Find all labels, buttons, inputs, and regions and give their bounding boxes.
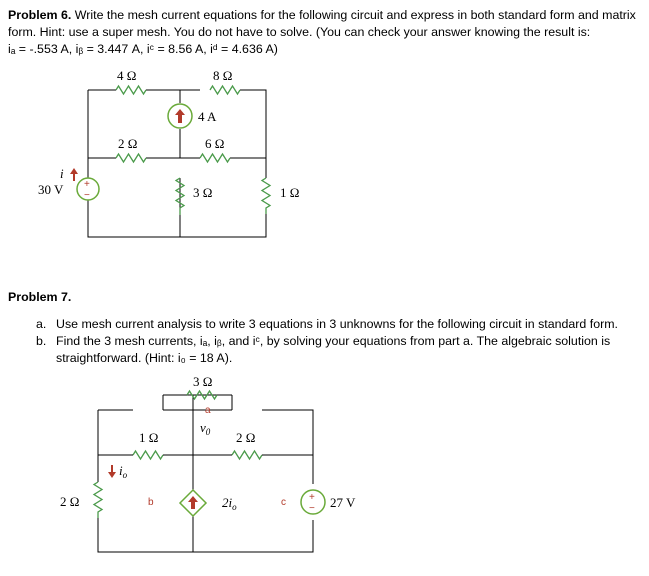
resistor-1ohm xyxy=(133,451,163,459)
label-1ohm: 1 Ω xyxy=(139,430,159,445)
problem7-item-b: b. Find the 3 mesh currents, iₐ, iᵦ, and iᶜ, by solving your equations from part a. The algebraic solution is straightforward. (Hint: i₀ = 18 A). xyxy=(36,334,611,365)
problem6-line3: iₐ = -.553 A, iᵦ = 3.447 A, iᶜ = 8.56 A, iᵈ = 4.636 A) xyxy=(8,42,278,56)
label-mesh-c: c xyxy=(281,497,286,508)
label-3ohm: 3 Ω xyxy=(193,374,213,389)
label-mesh-b: b xyxy=(148,497,154,508)
label-30V: 30 V xyxy=(38,182,64,197)
label-dep-source: $2i_o$ xyxy=(222,495,237,512)
label-i0: $i_o$ xyxy=(119,463,128,480)
label-4ohm: 4 Ω xyxy=(117,68,137,83)
label-1ohm: 1 Ω xyxy=(280,185,300,200)
problem7-heading: Problem 7. xyxy=(8,290,72,304)
problem7-item-a: a. Use mesh current analysis to write 3 equations in 3 unknowns for the following circuit in standard form. xyxy=(36,317,618,331)
svg-text:+: + xyxy=(84,179,90,190)
label-6ohm: 6 Ω xyxy=(205,136,225,151)
svg-text:−: − xyxy=(84,190,90,201)
label-v0: $v_0$ xyxy=(200,420,211,437)
label-mesh-a: a xyxy=(205,405,211,416)
label-2ohm: 2 Ω xyxy=(118,136,138,151)
problem6-heading: Problem 6. xyxy=(8,8,72,22)
svg-text:+: + xyxy=(309,492,315,503)
problem6-line1: Write the mesh current equations for the following circuit and express in both standard form and matrix xyxy=(71,8,636,22)
resistor-2ohm-left xyxy=(94,482,102,518)
svg-text:−: − xyxy=(309,503,315,514)
label-27V: 27 V xyxy=(330,495,356,510)
label-2ohm-mid: 2 Ω xyxy=(236,430,256,445)
resistor-2ohm-mid xyxy=(232,451,262,459)
problem6-line2: form. Hint: use a super mesh. You do not have to solve. (You can check your answer knowing the result is: xyxy=(8,25,591,39)
label-3ohm: 3 Ω xyxy=(193,185,213,200)
current-i0-arrow-icon xyxy=(108,465,116,478)
label-4A: 4 A xyxy=(198,109,217,124)
label-2ohm-left: 2 Ω xyxy=(60,494,80,509)
resistor-3ohm-top xyxy=(187,391,217,399)
label-i: i xyxy=(60,166,64,181)
label-8ohm: 8 Ω xyxy=(213,68,233,83)
